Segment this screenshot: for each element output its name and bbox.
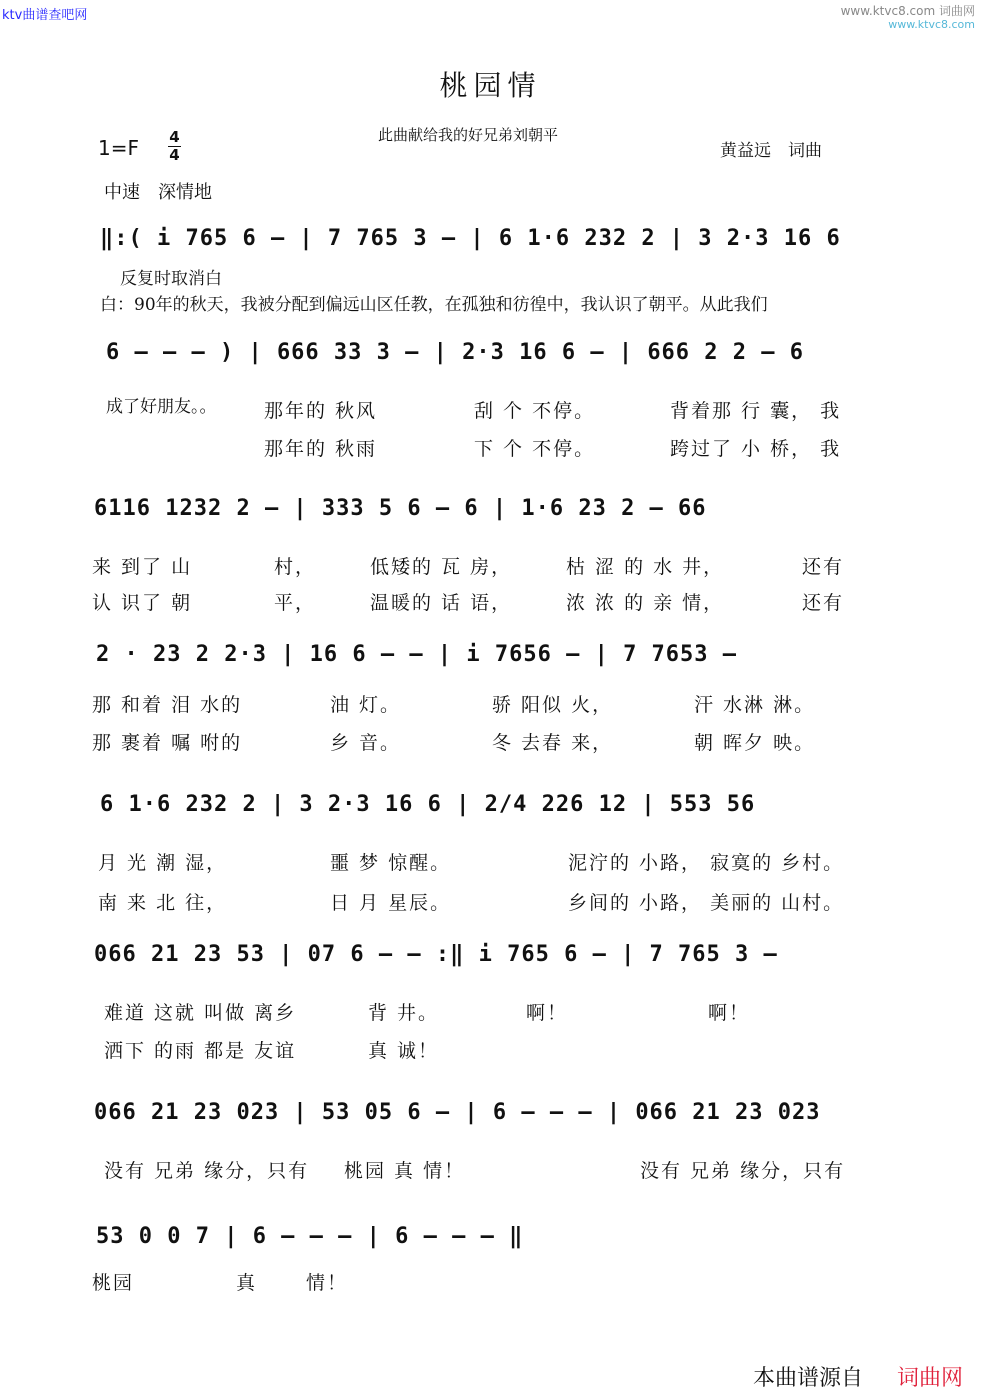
- lyric-line: 桃园: [92, 1272, 135, 1294]
- lyric-line: 啊！: [708, 1002, 751, 1024]
- lyric-line: 桃园 真 情！: [344, 1160, 466, 1182]
- footer-source: 本曲谱源自: [752, 1366, 863, 1391]
- lyric-line: 还有: [802, 556, 845, 578]
- lyric-line: 低矮的 瓦 房，: [370, 556, 513, 578]
- lyric-line: 没有 兄弟 缘分，只有: [640, 1160, 846, 1182]
- lyric-line: 啊！: [526, 1002, 569, 1024]
- footer-brand: 词曲网: [896, 1366, 963, 1391]
- lyric-line: 冬 去春 来，: [492, 732, 614, 754]
- lyric-line: 情！: [306, 1272, 349, 1294]
- lyric-line: 噩 梦 惊醒。: [330, 852, 452, 874]
- lyric-line: 骄 阳似 火，: [492, 694, 614, 716]
- lyric-line: 那 裹着 嘱 咐的: [92, 732, 243, 754]
- time-bottom: 4: [169, 146, 180, 164]
- lyric-line: 真 诚！: [368, 1040, 440, 1062]
- credits: 黄益远 词曲: [720, 141, 822, 161]
- lyric-line: 朝 晖夕 映。: [694, 732, 816, 754]
- lyric-line: 平，: [274, 592, 317, 614]
- lyric-line: 真: [236, 1272, 258, 1294]
- lyric-line: 刮 个 不停。: [474, 400, 596, 422]
- watermark-right-url2: www.ktvc8.com: [888, 18, 975, 31]
- spoken-text-end: 成了好朋友。。: [106, 397, 217, 417]
- lyric-line: 还有: [802, 592, 845, 614]
- lyric-line: 认 识了 朝: [92, 592, 193, 614]
- notation-row-4: 2 · 23 2 2·3 | 16 6 – – | i 7656 – | 7 7653 –: [96, 642, 738, 667]
- intro-note: 反复时取消白: [120, 269, 222, 289]
- lyric-line: 日 月 星辰。: [330, 892, 452, 914]
- notation-row-6: 066 21 23 53 | 07 6 – – :‖ i 765 6 – | 7 765 3 –: [94, 942, 778, 967]
- watermark-left: ktv曲谱查吧网: [2, 8, 88, 23]
- notation-row-5: 6 1·6 232 2 | 3 2·3 16 6 | 2/4 226 12 | 553 56: [100, 792, 756, 817]
- notation-row-3: 6116 1232 2 – | 333 5 6 – 6 | 1·6 23 2 – 66: [94, 496, 707, 521]
- lyric-line: 月 光 潮 湿，: [98, 852, 228, 874]
- time-signature: [168, 130, 181, 163]
- lyric-line: 洒下 的雨 都是 友谊: [104, 1040, 297, 1062]
- lyric-line: 那年的 秋风: [264, 400, 378, 422]
- notation-row-2: 6 – – – ) | 666 33 3 – | 2·3 16 6 – | 666 2 2 – 6: [106, 340, 805, 365]
- lyric-line: 汗 水淋 淋。: [694, 694, 816, 716]
- lyric-line: 浓 浓 的 亲 情，: [566, 592, 725, 614]
- lyric-line: 乡 音。: [330, 732, 402, 754]
- time-top: 4: [169, 128, 180, 146]
- lyric-line: 南 来 北 往，: [98, 892, 228, 914]
- lyric-line: 没有 兄弟 缘分，只有: [104, 1160, 310, 1182]
- lyric-line: 油 灯。: [330, 694, 402, 716]
- key-signature: 1=F: [98, 136, 139, 160]
- song-title: 桃园情: [439, 69, 542, 102]
- lyric-line: 村，: [274, 556, 317, 578]
- lyric-line: 难道 这就 叫做 离乡: [104, 1002, 297, 1024]
- spoken-text: 白：90年的秋天，我被分配到偏远山区任教，在孤独和彷徨中，我认识了朝平。从此我们: [100, 295, 768, 315]
- lyric-line: 那年的 秋雨: [264, 438, 378, 460]
- notation-row-7: 066 21 23 023 | 53 05 6 – | 6 – – – | 066 21 23 023: [94, 1100, 821, 1125]
- notation-row-1: ‖:( i 765 6 – | 7 765 3 – | 6 1·6 232 2 | 3 2·3 16 6: [100, 226, 841, 251]
- watermark-right-brand: 词曲网: [938, 4, 975, 18]
- lyric-line: 背 井。: [368, 1002, 440, 1024]
- lyric-line: 泥泞的 小路， 寂寞的 乡村。: [568, 852, 845, 874]
- lyric-line: 下 个 不停。: [474, 438, 596, 460]
- lyric-line: 来 到了 山: [92, 556, 193, 578]
- notation-row-8: 53 0 0 7 | 6 – – – | 6 – – – ‖: [96, 1224, 524, 1249]
- lyric-line: 枯 涩 的 水 井，: [566, 556, 725, 578]
- lyric-line: 乡间的 小路， 美丽的 山村。: [568, 892, 845, 914]
- watermark-right-url: www.ktvc8.com 词曲网: [840, 4, 975, 18]
- lyric-line: 背着那 行 囊， 我: [670, 400, 842, 422]
- dedication: 此曲献给我的好兄弟刘朝平: [378, 126, 559, 144]
- lyric-line: 温暖的 话 语，: [370, 592, 513, 614]
- lyric-line: 那 和着 泪 水的: [92, 694, 243, 716]
- lyric-line: 跨过了 小 桥， 我: [670, 438, 842, 460]
- tempo-marking: 中速 深情地: [104, 182, 212, 203]
